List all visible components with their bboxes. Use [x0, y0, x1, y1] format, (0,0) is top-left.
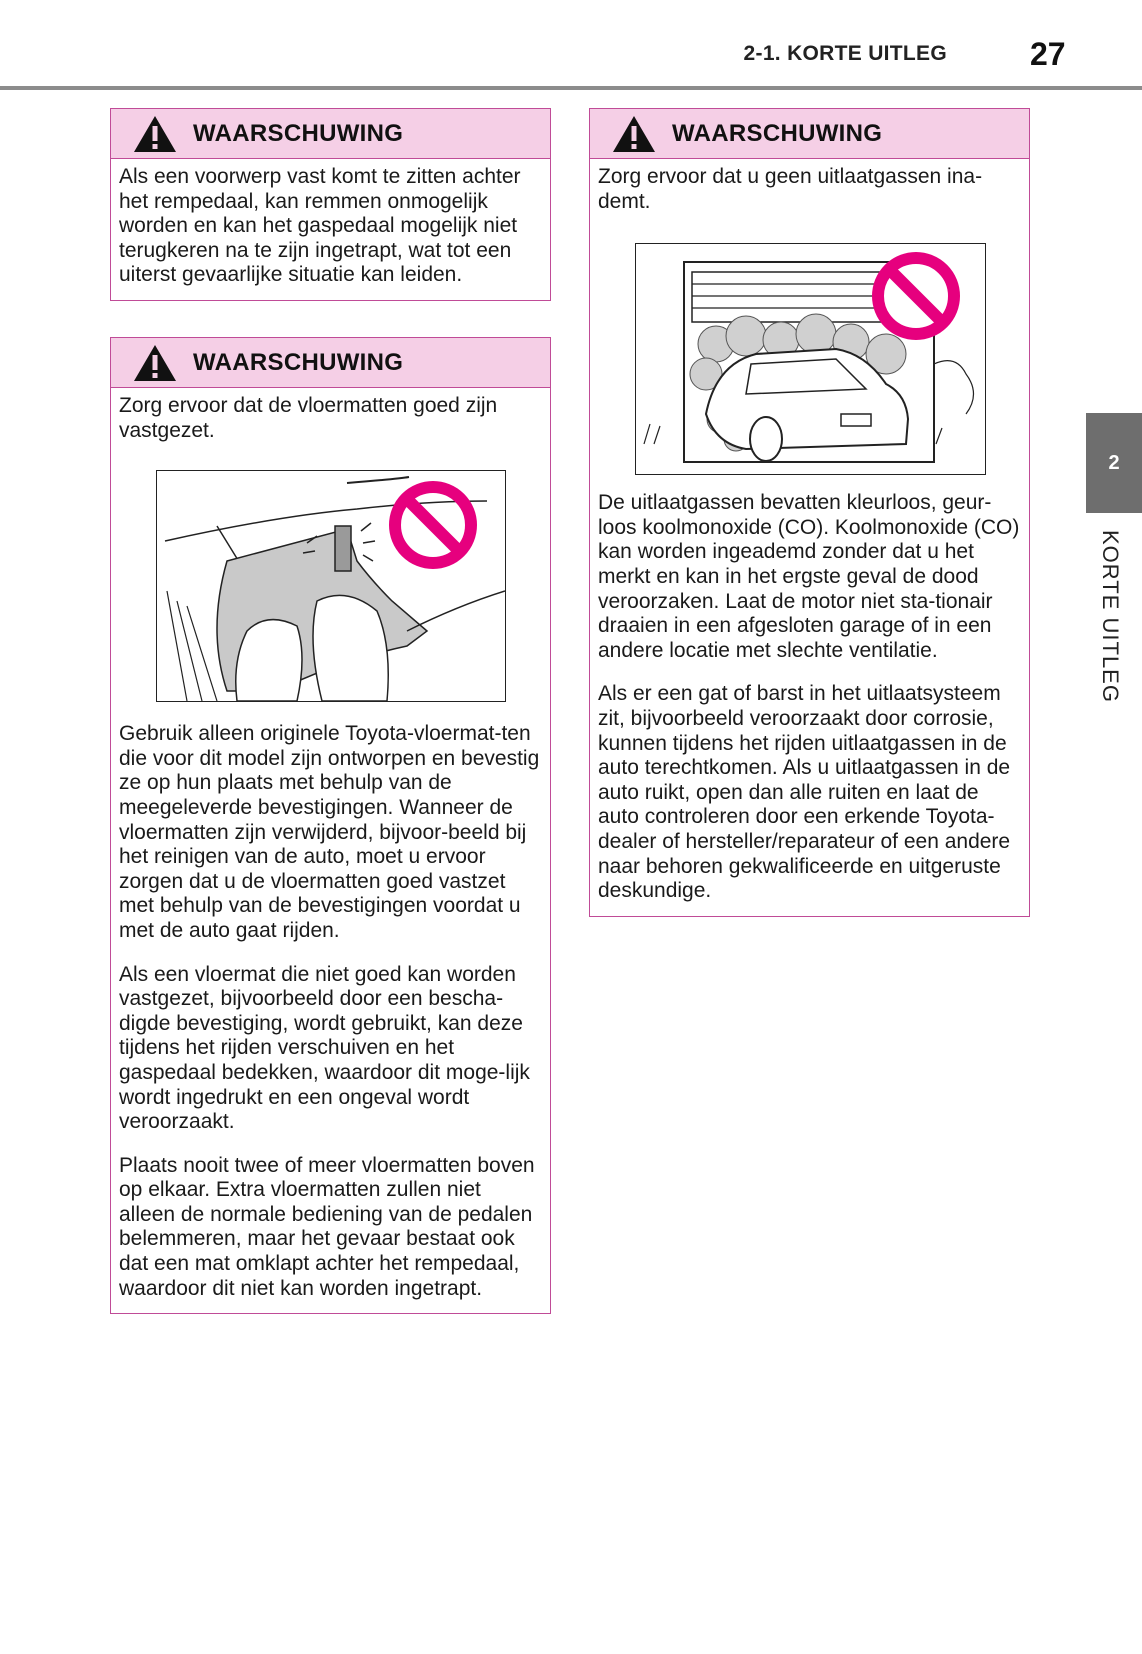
- warning-paragraph: Gebruik alleen originele Toyota-vloermat-ten die voor dit model zijn ontworpen en bevestig ze op hun plaats met behulp van de meegeleverde bevestigingen. Wanneer de vloermatten zijn verwijderd, bijvoor-beeld bij het reinigen van de auto, moet u ervoor zorgen dat u de vloermatten goed vastzet met behulp van de bevestigingen voordat u met de auto gaat rijden.: [119, 722, 540, 942]
- warning-paragraph: Als een vloermat die niet goed kan worden vastgezet, bijvoorbeeld door een bescha-digde bevestiging, wordt gebruikt, kan deze tijdens het rijden verschuiven en het gaspedaal bedekken, waardoor dit moge-lijk wordt ingedrukt en een ongeval wordt veroorzaakt.: [119, 962, 530, 1134]
- floor-mat-drawing: [157, 471, 505, 701]
- warning-paragraph: Als een voorwerp vast komt te zitten achter het rempedaal, kan remmen onmogelijk worden en kan het gaspedaal mogelijk niet terugkeren na te zijn ingetrapt, wat tot een uiterst gevaarlijke situatie kan leiden.: [119, 165, 521, 287]
- warning-body: [111, 159, 550, 300]
- warning-triangle-icon: [133, 343, 177, 383]
- warning-paragraph: Als er een gat of barst in het uitlaatsysteem zit, bijvoorbeeld veroorzaakt door corrosie, kunnen tijdens het rijden uitlaatgassen in de auto terechtkomen. Als u uitlaatgassen in de auto ruikt, open dan alle ruiten en laat de auto controleren door een erkende Toyota-dealer of hersteller/reparateur of een andere naar behoren gekwalificeerde en uitgeruste deskundige.: [598, 682, 1011, 903]
- garage-exhaust-drawing: [636, 244, 985, 474]
- warning-header: [111, 109, 550, 159]
- warning-triangle-icon: [133, 114, 177, 154]
- warning-body: [590, 159, 1029, 916]
- floor-mat-illustration: [156, 470, 506, 702]
- chapter-tab-label: KORTE UITLEG: [1098, 530, 1123, 703]
- warning-intro: Zorg ervoor dat de vloermatten goed zijn vastgezet.: [119, 394, 498, 442]
- chapter-tab[interactable]: 2: [1086, 413, 1142, 513]
- warning-header: [590, 109, 1029, 159]
- warning-body: [111, 388, 550, 1313]
- warning-box-floor-mats: [110, 337, 551, 1314]
- garage-exhaust-illustration: [635, 243, 986, 475]
- header-divider: [0, 86, 1142, 90]
- section-title: 2-1. KORTE UITLEG: [743, 42, 947, 65]
- warning-title: WAARSCHUWING: [672, 119, 883, 147]
- warning-triangle-icon: [612, 114, 656, 154]
- warning-paragraph: De uitlaatgassen bevatten kleurloos, geur-loos koolmonoxide (CO). Koolmonoxide (CO) kan worden ingeademd zonder dat u het merkt en kan in het ergste geval de dood veroorzaken. Laat de motor niet sta-tionair draaien in een afgesloten garage of in een andere locatie met slechte ventilatie.: [598, 491, 1020, 662]
- warning-intro: Zorg ervoor dat u geen uitlaatgassen ina-demt.: [598, 165, 983, 213]
- warning-title: WAARSCHUWING: [193, 119, 404, 147]
- warning-paragraph: Plaats nooit twee of meer vloermatten boven op elkaar. Extra vloermatten zullen niet alleen de normale bediening van de pedalen belemmeren, maar het gevaar bestaat ook dat een mat omklapt achter het rempedaal, waardoor dit niet kan worden ingetrapt.: [119, 1153, 535, 1300]
- warning-header: [111, 338, 550, 388]
- warning-box-brake-pedal: [110, 108, 551, 301]
- warning-title: WAARSCHUWING: [193, 348, 404, 376]
- warning-box-exhaust-gases: [589, 108, 1030, 917]
- page-number: 27: [1030, 36, 1066, 72]
